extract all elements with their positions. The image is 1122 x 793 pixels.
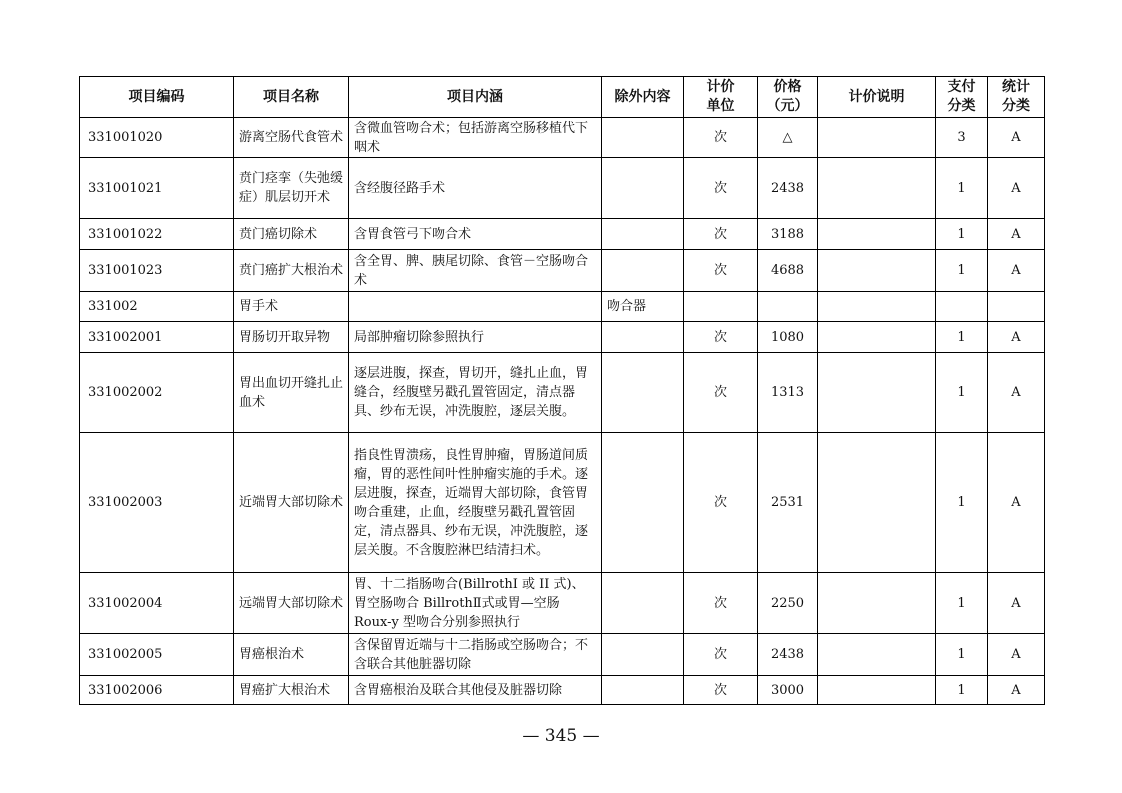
cell-price: △ — [758, 118, 818, 158]
cell-stat — [988, 292, 1045, 322]
cell-code: 331002 — [80, 292, 234, 322]
cell-pay — [936, 292, 988, 322]
cell-code: 331002006 — [80, 676, 234, 705]
table-row — [80, 219, 1045, 250]
table-row — [80, 250, 1045, 292]
cell-price: 4688 — [758, 250, 818, 292]
cell-name: 胃肠切开取异物 — [234, 322, 349, 353]
header-price-line2: （元） — [766, 98, 809, 114]
cell-name: 游离空肠代食管术 — [234, 118, 349, 158]
cell-excluded — [602, 250, 684, 292]
cell-pay: 1 — [936, 676, 988, 705]
cell-content: 含胃癌根治及联合其他侵及脏器切除 — [349, 676, 602, 705]
cell-content: 含经腹径路手术 — [349, 158, 602, 219]
header-pricing-note: 计价说明 — [818, 77, 936, 118]
cell-note — [818, 219, 936, 250]
cell-content: 局部肿瘤切除参照执行 — [349, 322, 602, 353]
cell-stat: A — [988, 433, 1045, 573]
cell-unit: 次 — [684, 322, 758, 353]
cell-content: 胃、十二指肠吻合(BillrothI 或 II 式)、胃空肠吻合 BillrothⅡ式或胃—空肠 Roux-y 型吻合分别参照执行 — [349, 573, 602, 634]
cell-note — [818, 118, 936, 158]
cell-excluded — [602, 676, 684, 705]
cell-stat: A — [988, 219, 1045, 250]
cell-pay: 1 — [936, 573, 988, 634]
cell-code: 331002002 — [80, 353, 234, 433]
page-number: — 345 — — [522, 726, 600, 746]
cell-excluded — [602, 158, 684, 219]
table-row — [80, 573, 1045, 634]
table-row — [80, 322, 1045, 353]
cell-price: 2531 — [758, 433, 818, 573]
cell-name: 胃癌扩大根治术 — [234, 676, 349, 705]
header-stat-line1: 统计 — [1002, 79, 1030, 95]
header-name: 项目名称 — [234, 77, 349, 118]
table-row — [80, 676, 1045, 705]
cell-content — [349, 292, 602, 322]
cell-pay: 1 — [936, 219, 988, 250]
cell-note — [818, 322, 936, 353]
table-row — [80, 433, 1045, 573]
header-price — [758, 77, 818, 118]
cell-note — [818, 250, 936, 292]
cell-price — [758, 292, 818, 322]
cell-note — [818, 433, 936, 573]
cell-excluded — [602, 118, 684, 158]
cell-stat: A — [988, 158, 1045, 219]
cell-unit: 次 — [684, 676, 758, 705]
cell-unit — [684, 292, 758, 322]
header-pay-line2: 分类 — [947, 98, 976, 114]
header-code: 项目编码 — [80, 77, 234, 118]
cell-content: 含胃食管弓下吻合术 — [349, 219, 602, 250]
cell-content: 逐层进腹，探查，胃切开，缝扎止血，胃缝合，经腹壁另戳孔置管固定，清点器具、纱布无误，冲洗腹腔，逐层关腹。 — [349, 353, 602, 433]
cell-unit: 次 — [684, 219, 758, 250]
header-unit-line1: 计价 — [706, 79, 735, 95]
header-price-line1: 价格 — [773, 79, 802, 95]
cell-name: 近端胃大部切除术 — [234, 433, 349, 573]
cell-code: 331002004 — [80, 573, 234, 634]
header-pay-line1: 支付 — [947, 79, 976, 95]
cell-note — [818, 158, 936, 219]
header-content: 项目内涵 — [349, 77, 602, 118]
cell-pay: 1 — [936, 322, 988, 353]
table-row — [80, 634, 1045, 676]
cell-unit: 次 — [684, 573, 758, 634]
table-header-row — [80, 77, 1045, 118]
cell-name: 贲门痉挛（失弛缓症）肌层切开术 — [234, 158, 349, 219]
cell-excluded — [602, 322, 684, 353]
header-pay — [936, 77, 988, 118]
cell-pay: 1 — [936, 353, 988, 433]
cell-unit: 次 — [684, 158, 758, 219]
cell-stat: A — [988, 118, 1045, 158]
cell-unit: 次 — [684, 433, 758, 573]
cell-content: 含微血管吻合术；包括游离空肠移植代下咽术 — [349, 118, 602, 158]
header-excluded: 除外内容 — [602, 77, 684, 118]
cell-excluded — [602, 219, 684, 250]
cell-excluded — [602, 433, 684, 573]
cell-stat: A — [988, 250, 1045, 292]
cell-price: 1313 — [758, 353, 818, 433]
cell-content: 含全胃、脾、胰尾切除、食管－空肠吻合术 — [349, 250, 602, 292]
cell-stat: A — [988, 322, 1045, 353]
header-unit-line2: 单位 — [706, 98, 735, 114]
cell-note — [818, 292, 936, 322]
cell-note — [818, 353, 936, 433]
cell-note — [818, 573, 936, 634]
cell-name: 胃癌根治术 — [234, 634, 349, 676]
cell-code: 331002003 — [80, 433, 234, 573]
cell-code: 331001021 — [80, 158, 234, 219]
header-unit — [684, 77, 758, 118]
cell-pay: 1 — [936, 250, 988, 292]
cell-unit: 次 — [684, 118, 758, 158]
cell-price: 3188 — [758, 219, 818, 250]
cell-code: 331002001 — [80, 322, 234, 353]
cell-name: 胃出血切开缝扎止血术 — [234, 353, 349, 433]
cell-code: 331001023 — [80, 250, 234, 292]
cell-unit: 次 — [684, 250, 758, 292]
table-row — [80, 118, 1045, 158]
cell-name: 远端胃大部切除术 — [234, 573, 349, 634]
cell-pay: 3 — [936, 118, 988, 158]
fee-schedule-table — [79, 76, 1045, 705]
table-row — [80, 292, 1045, 322]
cell-stat: A — [988, 634, 1045, 676]
cell-price: 2438 — [758, 158, 818, 219]
table-row — [80, 353, 1045, 433]
cell-unit: 次 — [684, 353, 758, 433]
header-stat-line2: 分类 — [1002, 98, 1030, 114]
cell-stat: A — [988, 353, 1045, 433]
cell-stat: A — [988, 573, 1045, 634]
cell-pay: 1 — [936, 158, 988, 219]
header-stat — [988, 77, 1045, 118]
cell-pay: 1 — [936, 433, 988, 573]
cell-price: 3000 — [758, 676, 818, 705]
cell-name: 胃手术 — [234, 292, 349, 322]
cell-price: 2250 — [758, 573, 818, 634]
cell-unit: 次 — [684, 634, 758, 676]
cell-excluded: 吻合器 — [602, 292, 684, 322]
cell-excluded — [602, 634, 684, 676]
cell-code: 331001022 — [80, 219, 234, 250]
cell-content: 含保留胃近端与十二指肠或空肠吻合；不含联合其他脏器切除 — [349, 634, 602, 676]
table-row — [80, 158, 1045, 219]
cell-code: 331001020 — [80, 118, 234, 158]
cell-content: 指良性胃溃疡，良性胃肿瘤，胃肠道间质瘤，胃的恶性间叶性肿瘤实施的手术。逐层进腹，探查，近端胃大部切除，食管胃吻合重建，止血，经腹壁另戳孔置管固定，清点器具、纱布无误，冲洗腹腔，逐层关腹。不含腹腔淋巴结清扫术。 — [349, 433, 602, 573]
cell-note — [818, 634, 936, 676]
cell-pay: 1 — [936, 634, 988, 676]
cell-price: 1080 — [758, 322, 818, 353]
cell-note — [818, 676, 936, 705]
cell-code: 331002005 — [80, 634, 234, 676]
cell-stat: A — [988, 676, 1045, 705]
cell-price: 2438 — [758, 634, 818, 676]
cell-excluded — [602, 353, 684, 433]
cell-name: 贲门癌扩大根治术 — [234, 250, 349, 292]
cell-excluded — [602, 573, 684, 634]
cell-name: 贲门癌切除术 — [234, 219, 349, 250]
